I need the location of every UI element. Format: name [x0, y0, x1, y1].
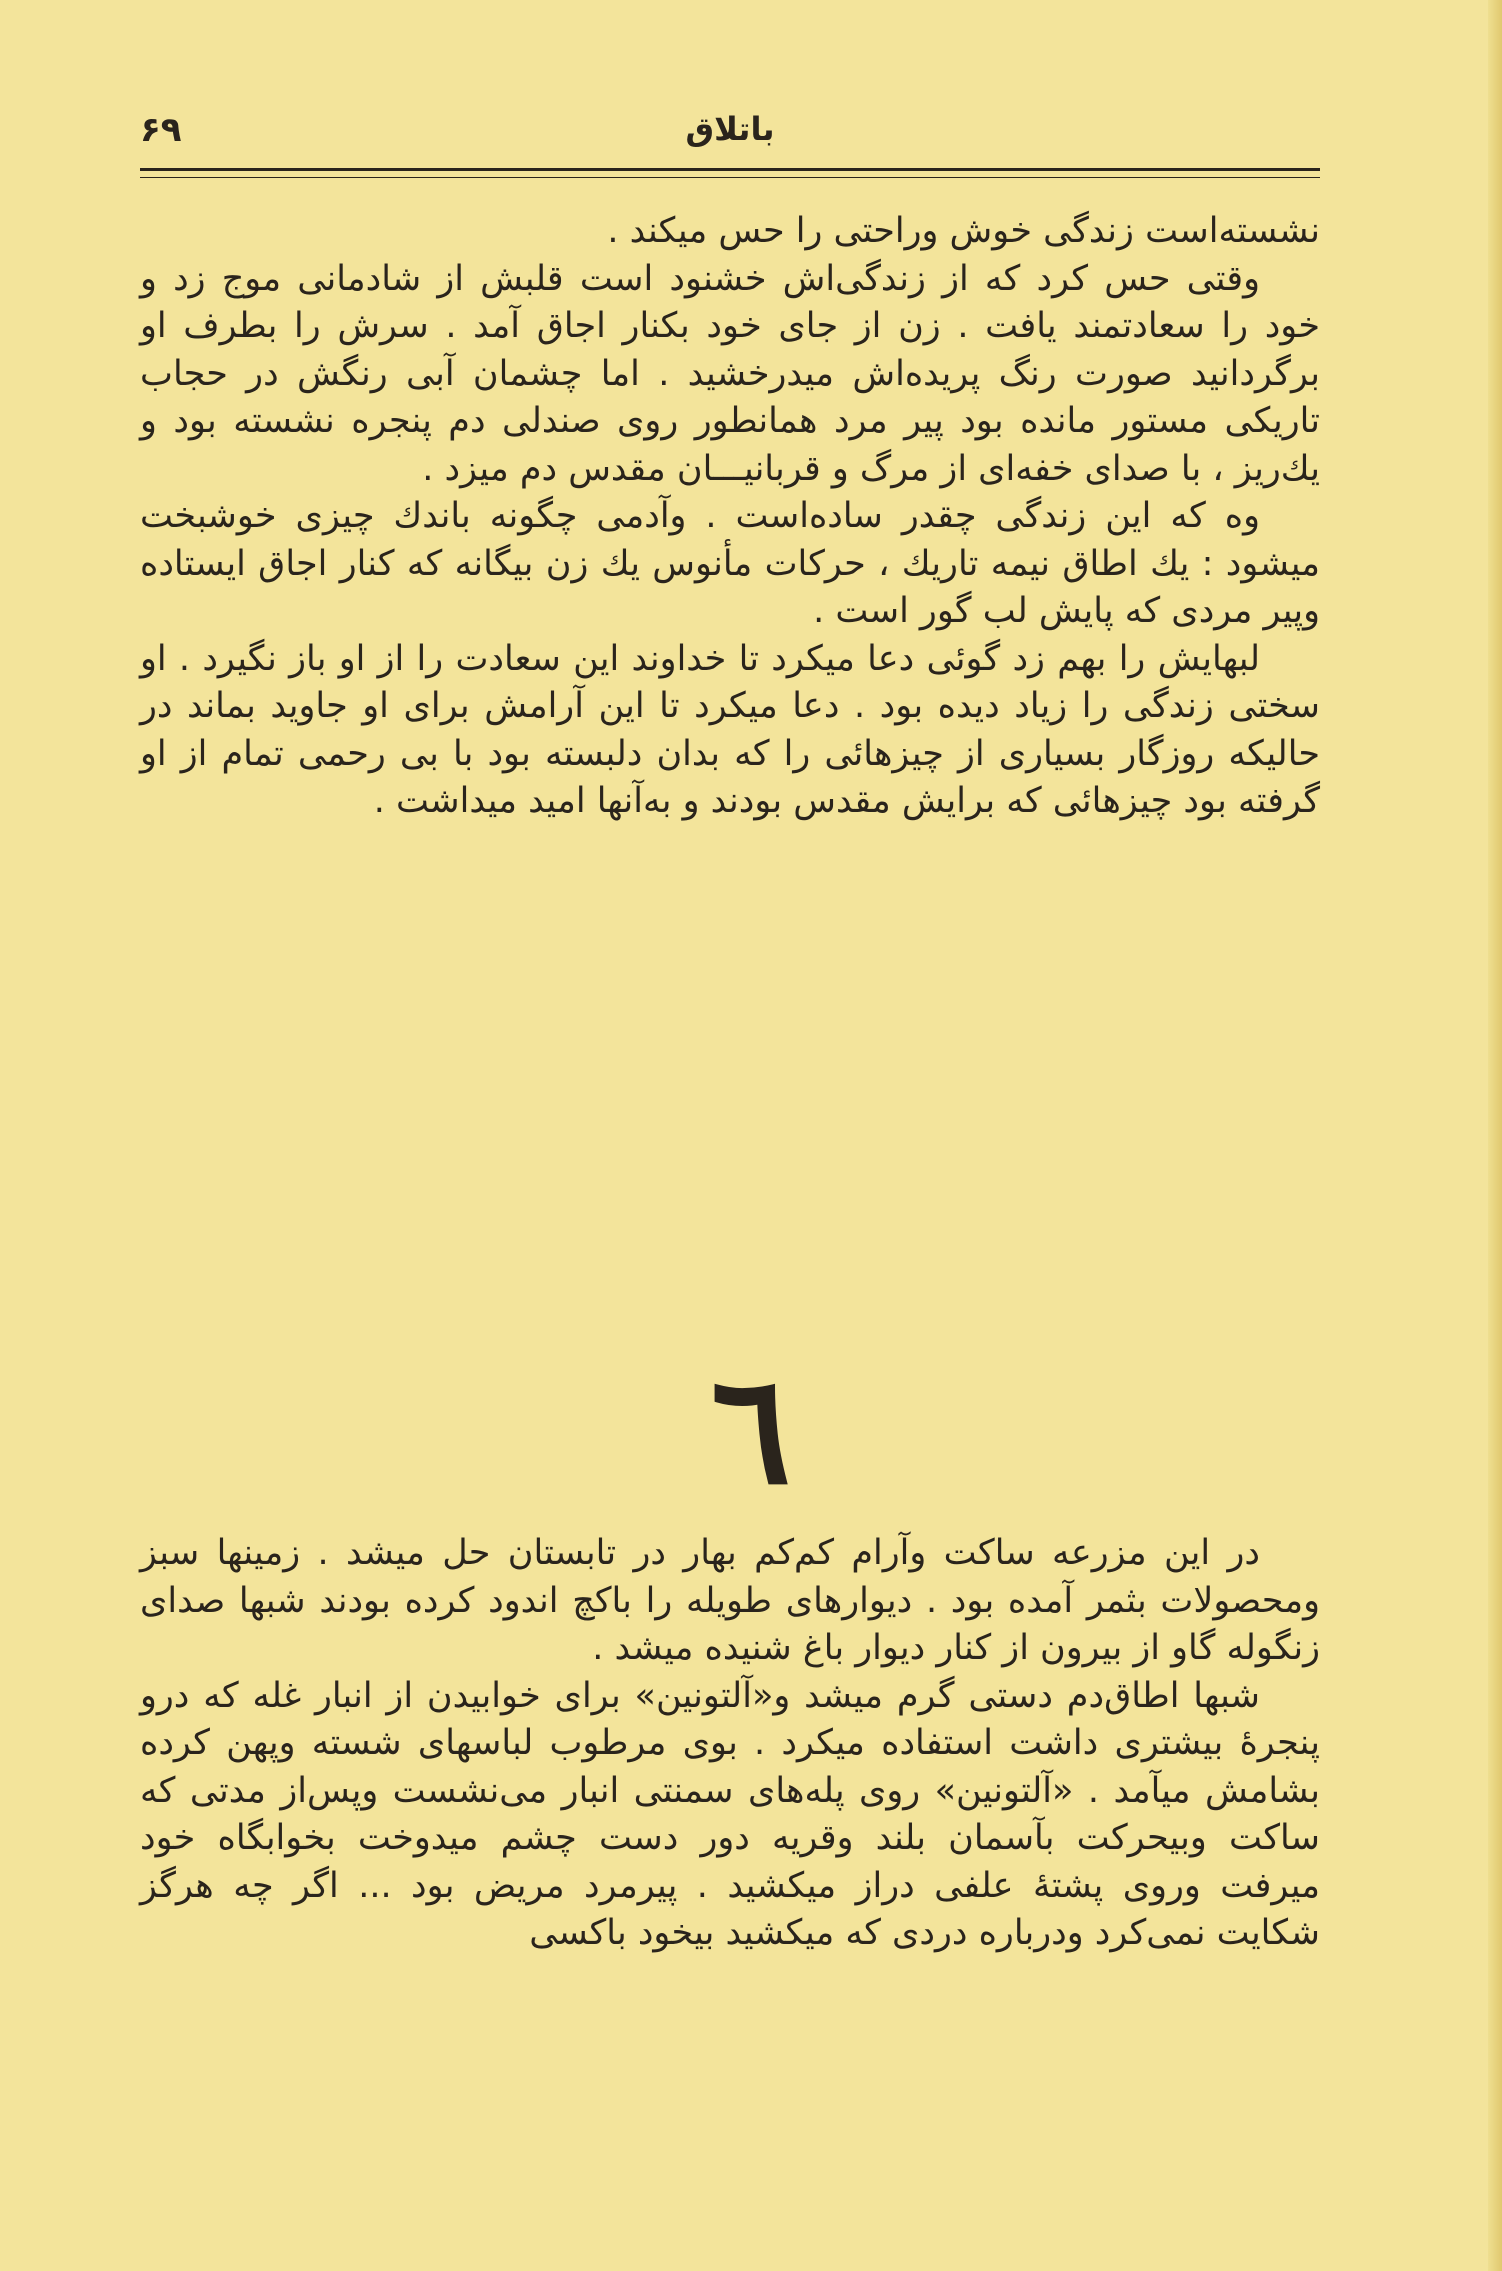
page-number: ۶۹: [140, 110, 182, 150]
paragraph: لبهایش را بهم زد گوئی دعا میکرد تا خداوند این سعادت را از او باز نگیرد . او سختی زندگی را زیاد دیده بود . دعا میکرد تا این آرامش برای او جاوید بماند در حالیکه روزگار بسیاری از چیزهائی را که بدان دلبسته بود با بی رحمی تمام از او گرفته بود چیزهائی که برایش مقدس بودند و به‌آنها امید میداشت .: [140, 638, 1320, 821]
header-rule: [140, 168, 1320, 171]
running-title: باتلاق: [685, 110, 775, 148]
paragraph: وه که این زندگی چقدر ساده‌است . وآدمی چگونه باندك چیزی خوشبخت میشود : یك اطاق نیمه تاریك ، حرکات مأنوس یك زن بیگانه که کنار اجاق ایستاده وپیر مردی که پایش لب گور است .: [140, 496, 1320, 631]
paragraph: شبها اطاق‌دم دستی گرم میشد و«آلتونین» برای خوابیدن از انبار غله که درو پنجرهٔ بیشتری داشت استفاده میکرد . بوی مرطوب لباسهای شسته وپهن کرده بشامش میآمد . «آلتونین» روی پله‌های سمنتی انبار می‌نشست وپس‌از مدتی که ساکت وبیحرکت بآسمان بلند وقریه دور دست چشم میدوخت بخوابگاه خود میرفت وروی پشتهٔ علفی دراز میکشید . پیرمرد مریض بود ... اگر چه هرگز شکایت نمی‌کرد ودرباره دردی که میکشید بیخود باکسی: [140, 1675, 1320, 1953]
chapter-number: ٦: [710, 1342, 792, 1518]
page-header: [140, 110, 1320, 170]
header-rule-thin: [140, 177, 1320, 178]
page-edge: [1488, 0, 1502, 2271]
paragraph: در این مزرعه ساکت وآرام کم‌کم بهار در تابستان حل میشد . زمینها سبز ومحصولات بثمر آمده بود . دیوارهای طویله را باکچ اندود کرده بودند شبها صدای زنگوله گاو از بیرون از کنار دیوار باغ شنیده میشد .: [140, 1533, 1320, 1668]
text-section-2: [140, 1530, 1320, 1958]
paragraph: نشسته‌است زندگی خوش وراحتی را حس میکند .: [607, 211, 1320, 251]
text-section-1: [140, 208, 1320, 826]
paragraph: وقتی حس کرد که از زندگی‌اش خشنود است قلبش از شادمانی موج زد و خود را سعادتمند یافت . زن از جای خود بکنار اجاق آمد . سرش را بطرف او برگردانید صورت رنگ پریده‌اش میدرخشید . اما چشمان آبی رنگش در حجاب تاریکی مستور مانده بود پیر مرد همانطور روی صندلی دم پنجره نشسته بود و یك‌ریز ، با صدای خفه‌ای از مرگ و قربانیـــان مقدس دم میزد .: [140, 258, 1320, 489]
